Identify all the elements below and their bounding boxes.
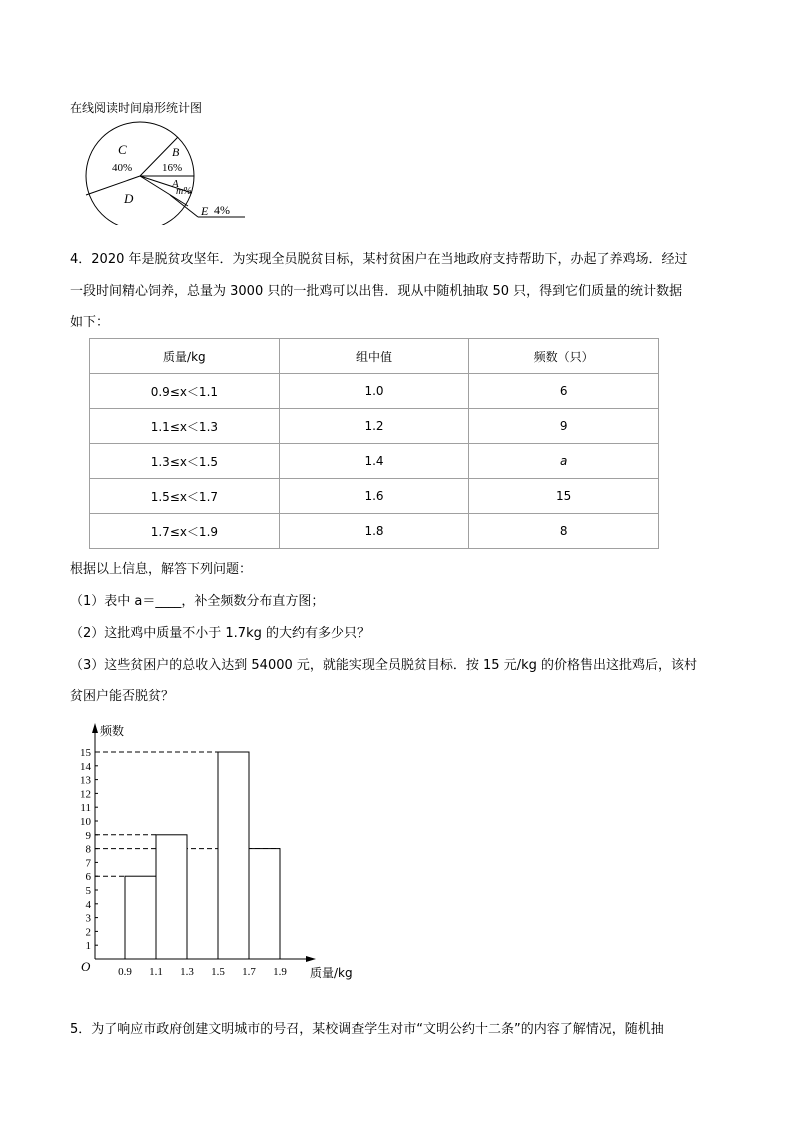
table-header-row (90, 339, 659, 374)
y-tick-label: 12 (80, 788, 91, 801)
x-axis-label: 质量/kg (310, 966, 353, 980)
x-tick-label: 1.3 (180, 966, 194, 978)
q4-sub3-line-1: （3）这些贫困户的总收入达到 54000 元，就能实现全员脱贫目标．按 15 元/kg 的价格售出这批鸡后，该村 (70, 658, 697, 673)
y-tick-label: 10 (80, 816, 91, 828)
pie-label-a: A (172, 178, 179, 190)
y-tick-label: 8 (85, 843, 91, 856)
q5-line-1: 5．为了响应市政府创建文明城市的号召，某校调查学生对市“文明公约十二条”的内容了解情况，随机抽 (70, 1022, 664, 1037)
y-axis-label: 频数 (100, 724, 125, 738)
q4-line-3: 如下： (70, 315, 110, 330)
q4-sub1: （1）表中 a＝____，补全频数分布直方图； (70, 594, 325, 609)
x-axis-arrow (306, 956, 316, 962)
table-cell: 6 (469, 374, 659, 409)
table-cell: 1.0 (279, 374, 469, 409)
table-cell: 15 (469, 479, 659, 514)
y-axis-arrow (92, 723, 98, 733)
pie-pct-b: 16% (162, 162, 183, 174)
table-cell: 1.5≤x＜1.7 (90, 479, 280, 514)
table-cell: 9 (469, 409, 659, 444)
histogram-bar (249, 849, 280, 959)
pie-label-e: E (201, 204, 209, 218)
pie-label-b: B (172, 145, 180, 159)
table-row (90, 479, 659, 514)
q4-line-1: 4．2020 年是脱贫攻坚年．为实现全员脱贫目标，某村贫困户在当地政府支持帮助下，办起了养鸡场．经过 (70, 252, 688, 267)
pie-chart (80, 120, 250, 225)
q4-line-2: 一段时间精心饲养，总量为 3000 只的一批鸡可以出售．现从中随机抽取 50 只，得到它们质量的统计数据 (70, 284, 683, 299)
y-tick-label: 2 (85, 926, 91, 939)
x-tick-label: 1.7 (242, 966, 256, 978)
origin-label: O (81, 959, 91, 974)
table-row (90, 409, 659, 444)
table-cell: 1.1≤x＜1.3 (90, 409, 280, 444)
table-cell: 1.7≤x＜1.9 (90, 514, 280, 549)
q4-intro: 根据以上信息，解答下列问题： (70, 562, 253, 577)
q4-sub2: （2）这批鸡中质量不小于 1.7kg 的大约有多少只？ (70, 626, 370, 641)
y-tick-label: 4 (85, 898, 91, 911)
x-tick-label: 1.1 (149, 966, 163, 978)
table-row (90, 444, 659, 479)
y-tick-label: 11 (80, 802, 91, 815)
x-tick-label: 0.9 (118, 966, 132, 978)
table-header: 组中值 (279, 339, 469, 374)
y-tick-label: 14 (80, 760, 91, 773)
table-cell: 1.8 (279, 514, 469, 549)
table-cell: 0.9≤x＜1.1 (90, 374, 280, 409)
histogram-bar (125, 876, 156, 959)
pie-e-leader (170, 195, 198, 217)
x-tick-label: 1.9 (273, 966, 287, 978)
q4-sub3-line-2: 贫困户能否脱贫？ (70, 689, 175, 704)
pie-pct-e: 4% (214, 203, 230, 217)
table-cell: a (469, 444, 659, 479)
histogram-bar (156, 835, 187, 959)
pie-chart-title: 在线阅读时间扇形统计图 (70, 101, 203, 115)
table-header: 频数（只） (469, 339, 659, 374)
x-tick-label: 1.5 (211, 966, 225, 978)
pie-pct-a: m% (176, 186, 192, 197)
table-cell: 1.4 (279, 444, 469, 479)
y-tick-label: 9 (85, 829, 91, 842)
histogram-bar (218, 752, 249, 959)
table-row (90, 374, 659, 409)
pie-pct-c: 40% (112, 162, 133, 174)
y-tick-label: 3 (85, 912, 91, 925)
frequency-histogram (60, 715, 380, 985)
y-tick-label: 15 (80, 747, 91, 759)
weight-frequency-table (89, 338, 659, 549)
table-cell: 1.6 (279, 479, 469, 514)
y-tick-label: 5 (85, 885, 91, 897)
table-header: 质量/kg (90, 339, 280, 374)
pie-label-d: D (124, 191, 134, 206)
y-tick-label: 13 (80, 774, 91, 787)
y-tick-label: 7 (85, 857, 91, 870)
table-cell: 8 (469, 514, 659, 549)
table-cell: 1.3≤x＜1.5 (90, 444, 280, 479)
table-row (90, 514, 659, 549)
table-cell: 1.2 (279, 409, 469, 444)
pie-label-c: C (118, 142, 127, 157)
y-tick-label: 6 (85, 871, 91, 884)
y-tick-label: 1 (85, 940, 91, 953)
